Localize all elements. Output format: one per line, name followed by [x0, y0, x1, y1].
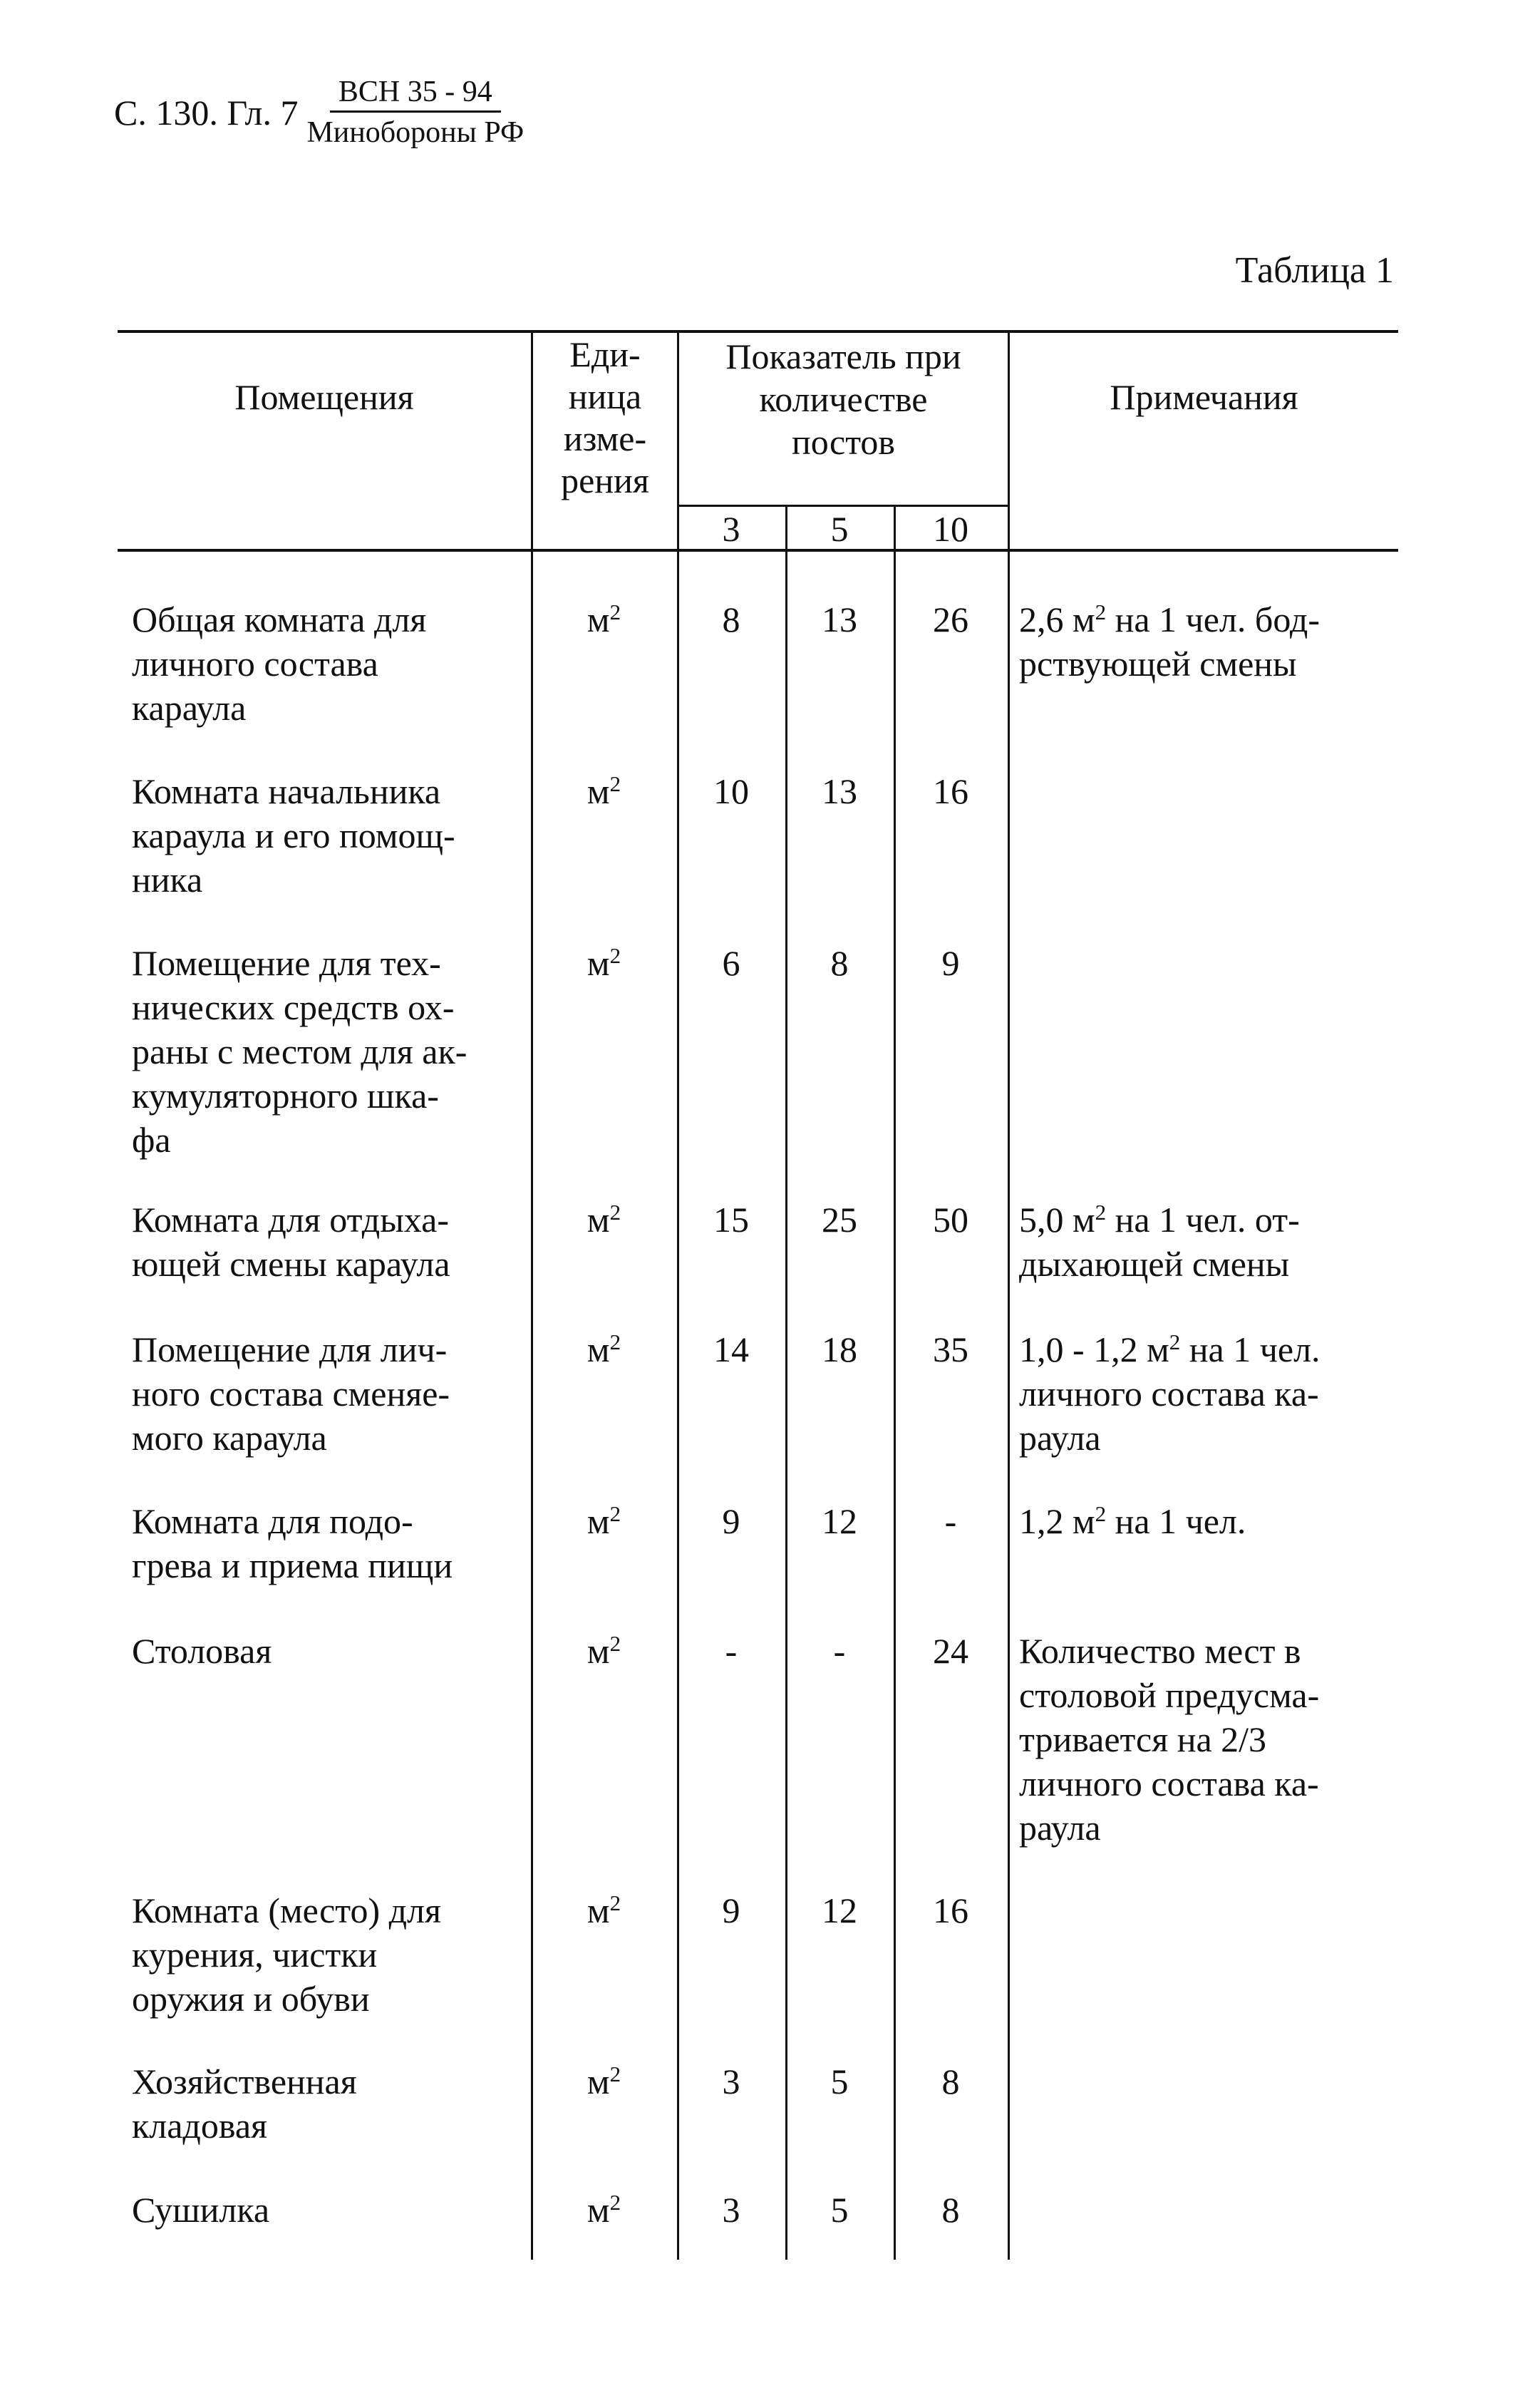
unit-cell: $м^2$ — [586, 771, 621, 811]
value-10-posts: 50 — [933, 1200, 968, 1240]
value-5-posts: 5 — [830, 2062, 849, 2101]
value-5-posts: 25 — [822, 1200, 857, 1240]
room-name: Общая комната для личного состава караула — [132, 599, 427, 728]
unit-cell: $м^2$ — [586, 1630, 621, 1671]
column-header-notes: Примечания — [1110, 377, 1298, 417]
unit-cell: $м^2$ — [586, 1501, 621, 1541]
room-name: Помещение для лич- ного состава сменяе- мого караула — [132, 1329, 450, 1458]
value-3-posts: 3 — [722, 2062, 740, 2101]
value-3-posts: 3 — [722, 2190, 740, 2230]
room-name: Комната для подо- грева и приема пищи — [132, 1501, 453, 1585]
value-5-posts: 12 — [822, 1501, 857, 1541]
column-header-indicator: Показатель при количестве постов — [725, 336, 961, 462]
note-cell: 5,0 $м^2$ на 1 чел. от- дыхающей смены — [1019, 1199, 1300, 1284]
header-divider-indicator-notes — [1008, 330, 1010, 549]
value-3-posts: 15 — [713, 1200, 749, 1240]
value-3-posts: 10 — [713, 771, 749, 811]
room-name: Комната начальника караула и его помощ- ника — [132, 771, 455, 900]
table-top-rule — [118, 330, 1398, 333]
unit-cell: $м^2$ — [586, 2189, 621, 2230]
post-count-header: 5 — [830, 509, 849, 549]
table-label: Таблица 1 — [1235, 250, 1394, 291]
value-5-posts: 12 — [822, 1890, 857, 1930]
note-cell: 2,6 $м^2$ на 1 чел. бод- рствующей смены — [1019, 599, 1320, 684]
value-5-posts: 8 — [830, 943, 849, 983]
unit-cell: $м^2$ — [586, 1329, 621, 1369]
value-10-posts: 35 — [933, 1329, 968, 1369]
note-cell: 1,0 - 1,2 $м^2$ на 1 чел. личного состава ка- раула — [1019, 1329, 1321, 1458]
value-10-posts: 8 — [941, 2062, 960, 2101]
value-5-posts: 13 — [822, 599, 857, 639]
post-count-header: 10 — [933, 509, 968, 549]
unit-cell: $м^2$ — [586, 942, 621, 983]
body-divider-10-notes — [1008, 549, 1010, 2260]
value-10-posts: 9 — [941, 943, 960, 983]
unit-cell: $м^2$ — [586, 599, 621, 639]
room-name: Комната (место) для курения, чистки оружия и обуви — [132, 1890, 442, 2019]
value-5-posts: - — [833, 1631, 846, 1671]
value-5-posts: 5 — [830, 2190, 849, 2230]
column-header-unit: Еди- ница изме- рения — [561, 334, 649, 500]
value-5-posts: 18 — [822, 1329, 857, 1369]
room-name: Сушилка — [132, 2190, 270, 2230]
document-owner: Минобороны РФ — [306, 116, 524, 150]
value-10-posts: - — [944, 1501, 957, 1541]
post-count-header: 3 — [722, 509, 740, 549]
value-3-posts: 9 — [722, 1501, 740, 1541]
value-3-posts: 9 — [722, 1890, 740, 1930]
value-10-posts: 16 — [933, 1890, 968, 1930]
value-3-posts: - — [725, 1631, 738, 1671]
unit-cell: $м^2$ — [586, 1890, 621, 1930]
unit-cell: $м^2$ — [586, 2061, 621, 2101]
document-number: ВСН 35 - 94 — [330, 75, 501, 113]
value-10-posts: 24 — [933, 1631, 968, 1671]
value-3-posts: 8 — [722, 599, 740, 639]
note-cell: 1,2 $м^2$ на 1 чел. — [1019, 1501, 1246, 1541]
value-10-posts: 26 — [933, 599, 968, 639]
room-name: Столовая — [132, 1631, 272, 1671]
unit-cell: $м^2$ — [586, 1199, 621, 1240]
value-5-posts: 13 — [822, 771, 857, 811]
room-name: Комната для отдыха- ющей смены караула — [132, 1200, 450, 1284]
document-designation — [306, 75, 524, 150]
room-name: Хозяйственная кладовая — [132, 2062, 357, 2146]
value-3-posts: 14 — [713, 1329, 749, 1369]
page-reference: С. 130. Гл. 7 — [114, 92, 299, 133]
value-10-posts: 8 — [941, 2190, 960, 2230]
value-3-posts: 6 — [722, 943, 740, 983]
column-header-rooms: Помещения — [234, 377, 414, 417]
room-name: Помещение для тех- нических средств ох- раны с местом для ак- кумуляторного шка- фа — [132, 943, 467, 1160]
page-header — [114, 75, 524, 150]
posts-subheader-rule — [677, 505, 1010, 507]
value-10-posts: 16 — [933, 771, 968, 811]
note-cell: Количество мест в столовой предусма- тривается на 2/3 личного состава ка- раула — [1019, 1631, 1320, 1848]
